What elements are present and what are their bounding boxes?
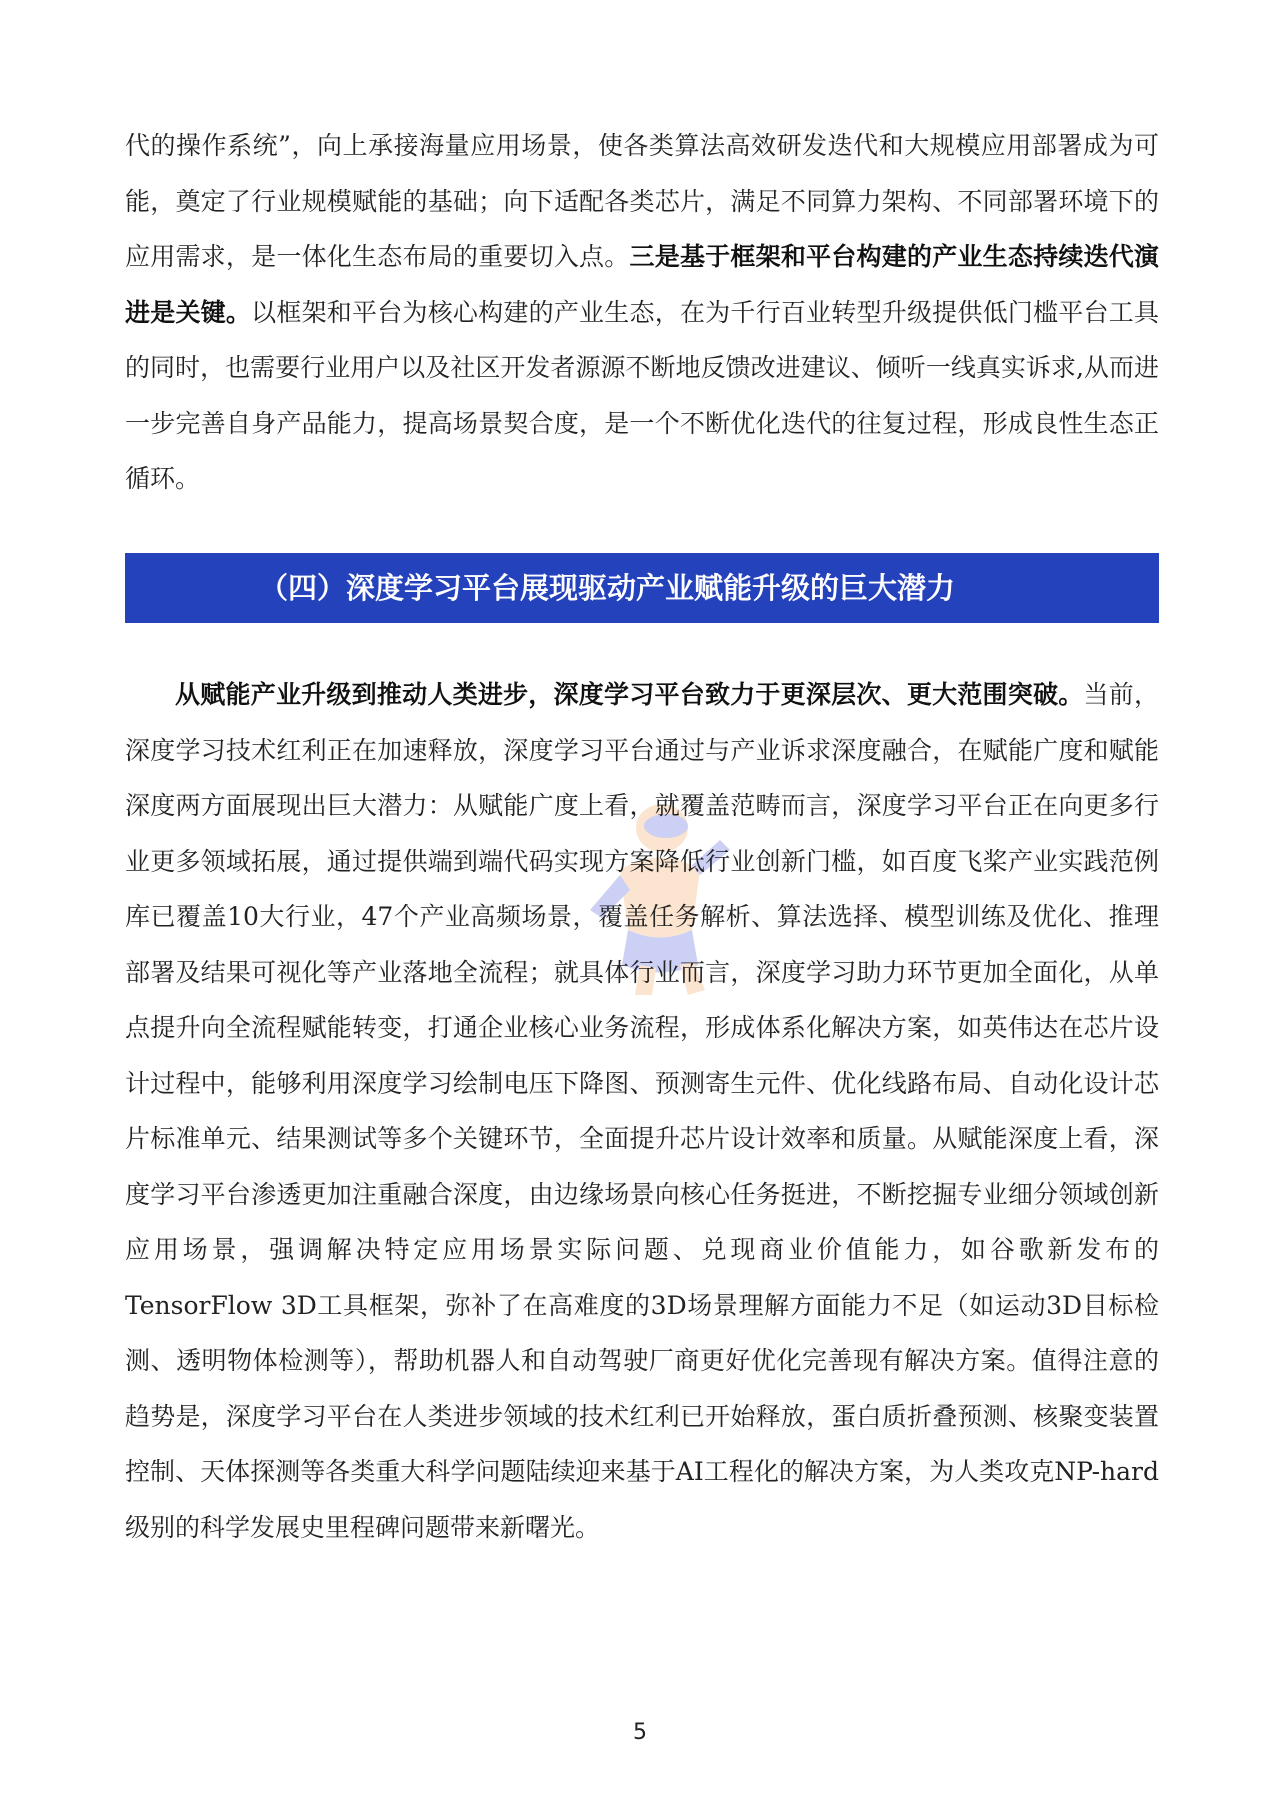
body-paragraph-2	[125, 667, 1159, 1555]
paragraph-1-bold-lead: 三是基于框架和平台构建的产业生态持续迭代演进是关键。	[125, 242, 1159, 327]
section-heading: （四）深度学习平台展现驱动产业赋能升级的巨大潜力	[259, 571, 956, 605]
paragraph-1-text-b: 以框架和平台为核心构建的产业生态，在为千行百业转型升级提供低门槛平台工具的同时，也需要行业用户以及社区开发者源源不断地反馈改进建议、倾听一线真实诉求,从而进一步完善自身产品能力，提高场景契合度，是一个不断优化迭代的往复过程，形成良性生态正循环。	[125, 297, 1159, 493]
paragraph-2-bold-lead: 从赋能产业升级到推动人类进步，深度学习平台致力于更深层次、更大范围突破。	[175, 680, 1084, 709]
section-heading-bar	[125, 553, 1159, 623]
paragraph-2-text: 当前，深度学习技术红利正在加速释放，深度学习平台通过与产业诉求深度融合，在赋能广度和赋能深度两方面展现出巨大潜力：从赋能广度上看，就覆盖范畴而言，深度学习平台正在向更多行业更多领域拓展，通过提供端到端代码实现方案降低行业创新门槛，如百度飞桨产业实践范例库已覆盖10大行业，47个产业高频场景，覆盖任务解析、算法选择、模型训练及优化、推理部署及结果可视化等产业落地全流程；就具体行业而言，深度学习助力环节更加全面化，从单点提升向全流程赋能转变，打通企业核心业务流程，形成体系化解决方案，如英伟达在芯片设计过程中，能够利用深度学习绘制电压下降图、预测寄生元件、优化线路布局、自动化设计芯片标准单元、结果测试等多个关键环节，全面提升芯片设计效率和质量。从赋能深度上看，深度学习平台渗透更加注重融合深度，由边缘场景向核心任务挺进，不断挖掘专业细分领域创新应用场景，强调解决特定应用场景实际问题、兑现商业价值能力，如谷歌新发布的TensorFlow 3D工具框架，弥补了在高难度的3D场景理解方面能力不足（如运动3D目标检测、透明物体检测等），帮助机器人和自动驾驶厂商更好优化完善现有解决方案。值得注意的趋势是，深度学习平台在人类进步领域的技术红利已开始释放，蛋白质折叠预测、核聚变装置控制、天体探测等各类重大科学问题陆续迎来基于AI工程化的解决方案，为人类攻克NP-hard级别的科学发展史里程碑问题带来新曙光。	[125, 680, 1159, 1542]
paragraph-1-text-a: 代的操作系统”，向上承接海量应用场景，使各类算法高效研发迭代和大规模应用部署成为可能，奠定了行业规模赋能的基础；向下适配各类芯片，满足不同算力架构、不同部署环境下的应用需求，是一体化生态布局的重要切入点。	[125, 131, 1159, 271]
body-paragraph-1	[125, 118, 1159, 507]
page-number: 5	[633, 1720, 647, 1745]
